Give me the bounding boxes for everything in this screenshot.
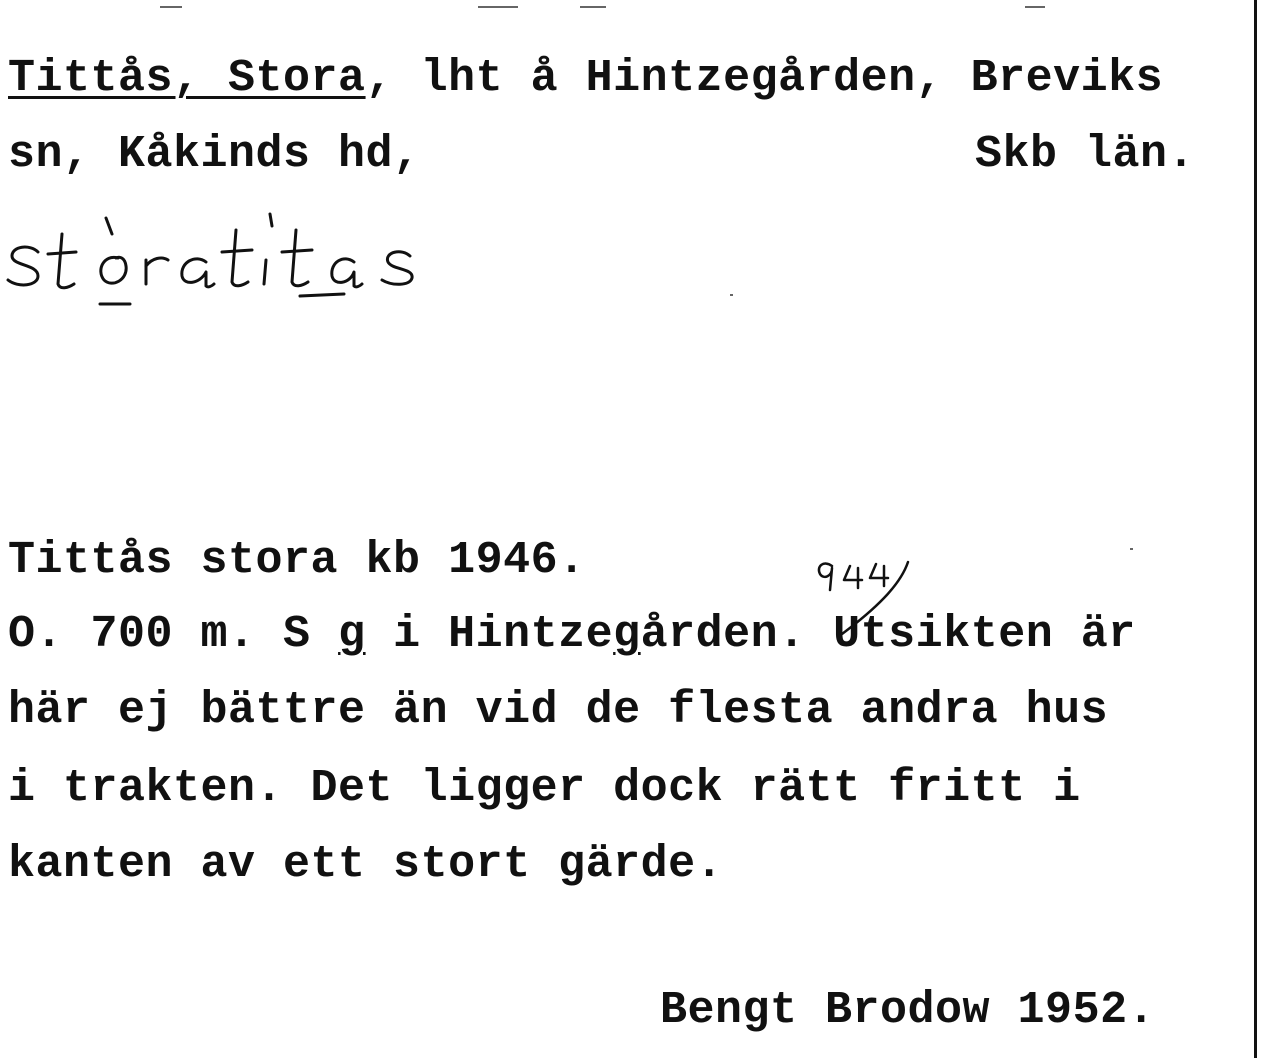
- body-line-2-start: O. 700 m. S: [8, 609, 339, 660]
- heading-line-2: sn, Kåkinds hd,: [8, 129, 421, 180]
- body-line-3: här ej bättre än vid de flesta andra hus: [8, 685, 1109, 736]
- signature-line: Bengt Brodow 1952.: [660, 985, 1156, 1036]
- county-label: Skb län.: [975, 129, 1196, 180]
- body-line-4: i trakten. Det ligger dock rätt fritt i: [8, 763, 1081, 814]
- heading-rest: , lht å Hintzegården, Breviks: [365, 53, 1164, 104]
- body-line-2-mid: i Hintze: [365, 609, 614, 660]
- place-name: Tittås, Stora: [8, 53, 366, 104]
- card-edge-line: [1254, 0, 1257, 1058]
- underlined-g-2: g: [613, 609, 641, 660]
- handwritten-pronunciation: [0, 200, 440, 320]
- body-line-1: Tittås stora kb 1946.: [8, 535, 586, 586]
- body-line-5: kanten av ett stort gärde.: [8, 839, 724, 890]
- underlined-g: g: [338, 609, 366, 660]
- body-line-2: [8, 609, 1136, 660]
- handwritten-note-944: [810, 552, 930, 652]
- body-line-2-end: ården. Utsikten är: [640, 609, 1136, 660]
- heading-line-1: [8, 53, 1164, 104]
